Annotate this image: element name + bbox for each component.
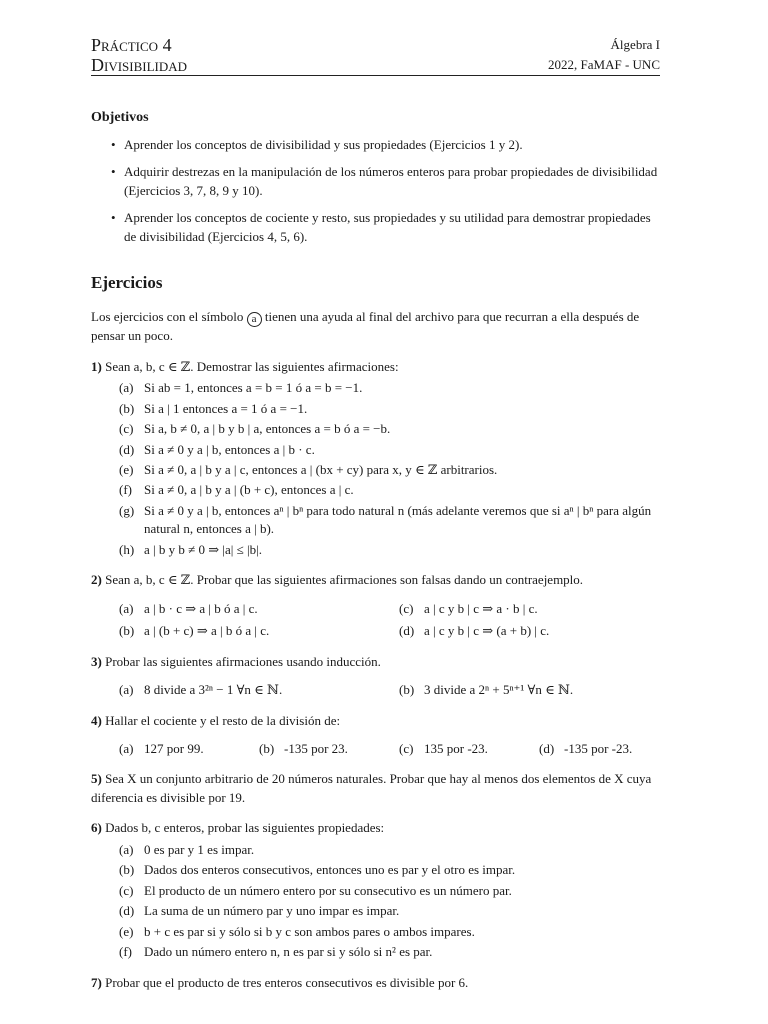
list-item: (f) Dado un número entero n, n es par si y sólo si n² es par.	[91, 943, 660, 961]
list-item: (g) Si a ≠ 0 y a | b, entonces aⁿ | bⁿ para todo natural n (más adelante veremos que si aⁿ | bⁿ para algún natural n, entonces a | b).	[119, 502, 652, 537]
year-institution: 2022, FaMAF - UNC	[548, 57, 660, 72]
list-item: (e) b + c es par si y sólo si b y c son ambos pares o ambos impares.	[91, 923, 660, 941]
header-title	[91, 35, 187, 75]
exercise-5	[91, 770, 660, 807]
exercise-number: 6)	[91, 820, 102, 836]
exercise-7	[91, 974, 660, 992]
main-content	[91, 108, 660, 1004]
item-label: (f)	[119, 944, 132, 960]
item-label: (f)	[119, 482, 132, 498]
list-item: (c) El producto de un número entero por su consecutivo es un número par.	[91, 882, 660, 900]
help-symbol-icon: a	[247, 312, 262, 327]
exercise-4	[91, 712, 660, 759]
exercise-items	[91, 681, 660, 699]
item-label: (d)	[539, 740, 555, 756]
exercise-items	[91, 740, 660, 758]
item-label: (a)	[119, 600, 134, 616]
item-label: (d)	[119, 441, 135, 457]
exercise-statement: Probar que el producto de tres enteros consecutivos es divisible por 6.	[105, 974, 469, 990]
exercise-number: 5)	[91, 771, 102, 787]
exercise-statement: Dados b, c enteros, probar las siguientes propiedades:	[105, 820, 385, 836]
header-rule	[91, 75, 660, 76]
exercise-number: 2)	[91, 572, 102, 588]
list-item: • Adquirir destrezas en la manipulación de los números enteros para probar propiedades de divisibilidad (Ejercicios 3, 7, 8, 9 y 10).	[111, 164, 658, 198]
exercise-statement: Hallar el cociente y el resto de la división de:	[105, 712, 341, 728]
exercise-number: 7)	[91, 974, 102, 990]
list-item: (b) Dados dos enteros consecutivos, entonces uno es par y el otro es impar.	[91, 861, 660, 879]
ejercicios-heading: Ejercicios	[91, 273, 163, 293]
objetivos-list	[91, 136, 660, 246]
list-item: (a) 0 es par y 1 es impar.	[91, 841, 660, 859]
item-label: (b)	[399, 682, 415, 698]
list-item: (d) La suma de un número par y uno impar es impar.	[91, 902, 660, 920]
objetivos-heading: Objetivos	[91, 110, 149, 125]
list-item: (f) Si a ≠ 0, a | b y a | (b + c), entonces a | c.	[91, 481, 660, 499]
list-item: (b) a | (b + c) ⇒ a | b ó a | c.	[91, 622, 371, 640]
item-label: (c)	[399, 600, 414, 616]
bullet-icon: •	[111, 210, 116, 226]
list-item: (d) Si a ≠ 0 y a | b, entonces a | b · c.	[91, 441, 660, 459]
exercise-statement: Probar las siguientes afirmaciones usando inducción.	[105, 653, 381, 669]
item-label: (b)	[119, 623, 135, 639]
list-item: (a) 8 divide a 3²ⁿ − 1 ∀n ∈ ℕ.	[91, 681, 371, 699]
list-item: (a) a | b · c ⇒ a | b ó a | c.	[91, 600, 371, 618]
exercise-1	[91, 358, 660, 560]
item-label: (d)	[119, 903, 135, 919]
item-label: (a)	[119, 740, 134, 756]
exercise-number: 3)	[91, 653, 102, 669]
item-label: (a)	[119, 682, 134, 698]
list-item: (b) -135 por 23.	[231, 740, 371, 758]
bullet-icon: •	[111, 136, 116, 152]
exercise-3	[91, 653, 660, 700]
item-label: (c)	[399, 740, 414, 756]
item-label: (b)	[119, 862, 135, 878]
exercise-items	[91, 379, 660, 559]
item-label: (c)	[119, 421, 134, 437]
list-item: • Aprender los conceptos de divisibilidad y sus propiedades (Ejercicios 1 y 2).	[91, 136, 660, 154]
item-label: (b)	[259, 740, 275, 756]
exercise-2	[91, 571, 660, 640]
exercise-number: 4)	[91, 712, 102, 728]
exercise-items	[91, 600, 660, 641]
item-label: (e)	[119, 923, 134, 939]
list-item: (a) 127 por 99.	[91, 740, 231, 758]
course-name: Álgebra I	[610, 37, 660, 52]
list-item: • Aprender los conceptos de cociente y resto, sus propiedades y su utilidad para demostrar propiedades de divisibilidad (Ejercicios 4, 5, 6).	[111, 210, 651, 244]
list-item: (c) a | c y b | c ⇒ a · b | c.	[371, 600, 651, 618]
item-label: (g)	[119, 502, 135, 518]
topic-title: Divisibilidad	[91, 55, 188, 75]
exercise-6	[91, 819, 660, 961]
item-label: (d)	[399, 623, 415, 639]
bullet-icon: •	[111, 164, 116, 180]
list-item: (e) Si a ≠ 0, a | b y a | c, entonces a | (bx + cy) para x, y ∈ ℤ arbitrarios.	[91, 461, 660, 479]
ejercicios-intro: Los ejercicios con el símbolo a tienen una ayuda al final del archivo para que recurran a ella después de pensar un poco.	[91, 309, 640, 344]
exercise-number: 1)	[91, 358, 102, 374]
list-item: (a) Si ab = 1, entonces a = b = 1 ó a = b = −1.	[91, 379, 660, 397]
list-item: (b) Si a | 1 entonces a = 1 ó a = −1.	[91, 400, 660, 418]
list-item: (d) -135 por -23.	[511, 740, 651, 758]
list-item: (b) 3 divide a 2ⁿ + 5ⁿ⁺¹ ∀n ∈ ℕ.	[371, 681, 651, 699]
item-label: (a)	[119, 380, 134, 396]
list-item: (d) a | c y b | c ⇒ (a + b) | c.	[371, 622, 651, 640]
item-label: (c)	[119, 882, 134, 898]
exercise-statement: Sea X un conjunto arbitrario de 20 números naturales. Probar que hay al menos dos elementos de X cuya diferencia es divisible por 19.	[91, 771, 652, 805]
practico-title: Práctico 4	[91, 35, 172, 55]
list-item: (c) 135 por -23.	[371, 740, 511, 758]
list-item: (h) a | b y b ≠ 0 ⇒ |a| ≤ |b|.	[91, 541, 660, 559]
header-meta	[548, 35, 660, 75]
item-label: (h)	[119, 541, 135, 557]
item-label: (e)	[119, 461, 134, 477]
exercise-statement: Sean a, b, c ∈ ℤ. Demostrar las siguientes afirmaciones:	[105, 358, 399, 374]
exercise-items	[91, 841, 660, 962]
list-item: (c) Si a, b ≠ 0, a | b y b | a, entonces a = b ó a = −b.	[91, 420, 660, 438]
item-label: (a)	[119, 841, 134, 857]
exercise-statement: Sean a, b, c ∈ ℤ. Probar que las siguientes afirmaciones son falsas dando un contraejemplo.	[105, 572, 584, 588]
item-label: (b)	[119, 400, 135, 416]
